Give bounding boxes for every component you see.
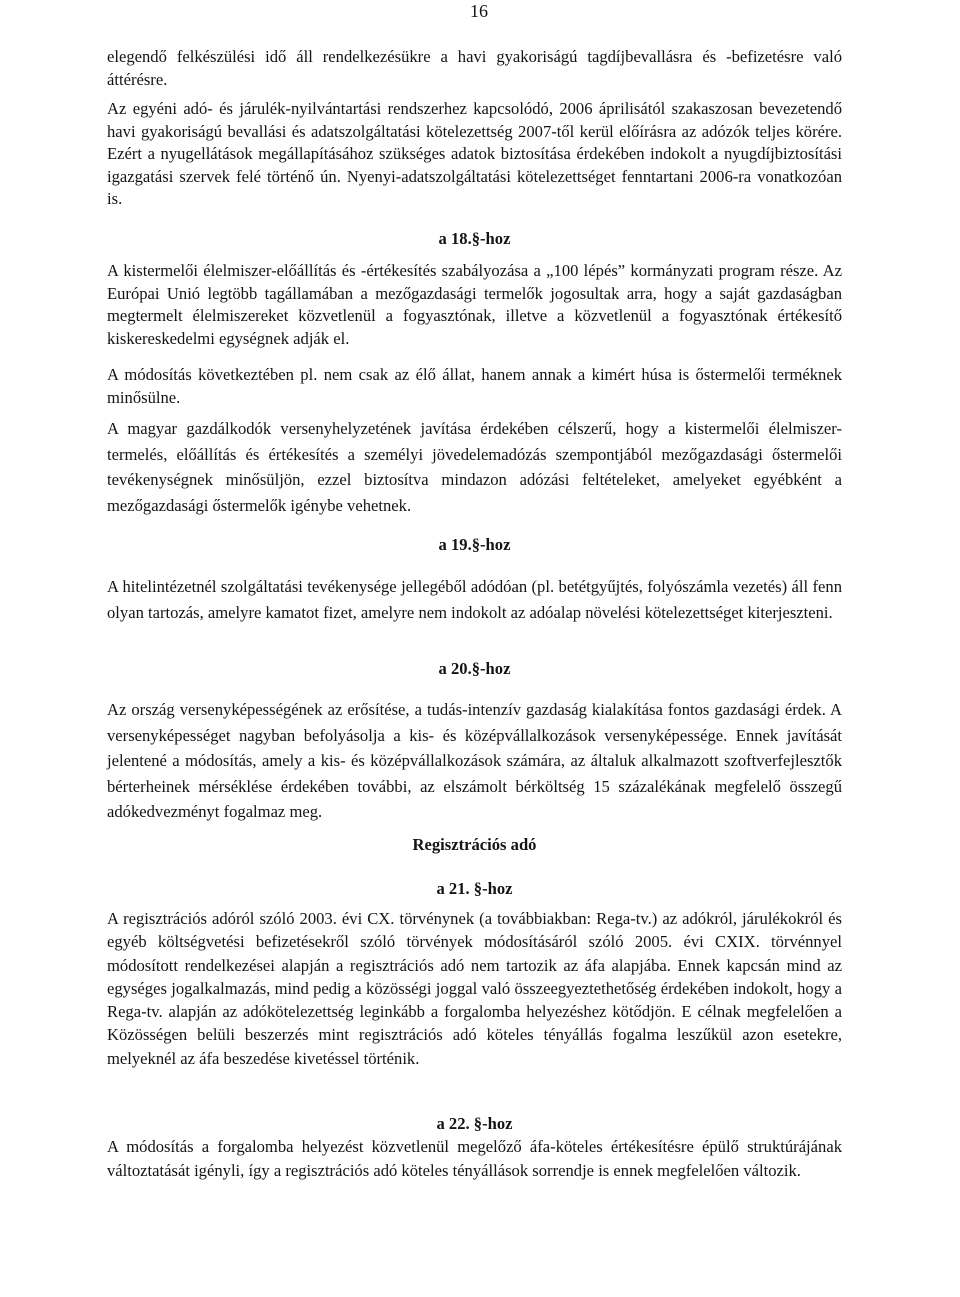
paragraph-gazdalkodok: A magyar gazdálkodók versenyhelyzetének javítása érdekében célszerű, hogy a kistermelői élelmiszer-termelés, előállítás és értékesítés a személyi jövedelemadózás szempontjából mezőgazdasági őstermelői tevékenységnek minősüljön, ezzel biztosítva mindazon adózási feltételeket, amelyeket egyébként a mezőgazdasági őstermelők igénybe vehetnek.: [107, 419, 842, 515]
section-heading-22: a 22. §-hoz: [436, 1114, 513, 1133]
section-heading-21: a 21. §-hoz: [436, 879, 513, 898]
page-number: 16: [470, 1, 488, 21]
paragraph-kistermeloi: A kistermelői élelmiszer-előállítás és -értékesítés szabályozása a „100 lépés” kormányzati program része. Az Európai Unió legtöbb tagállamában a mezőgazdasági termelők jogosultak arra, hogy a saját gazdaságban megtermelt élelmiszereket közvetlenül a fogyasztónak, illetve a közvetlenül a fogyasztónak értékesítő kiskereskedelmi egységnek adják el.: [107, 261, 842, 348]
paragraph-modositas-osterm: A módosítás következtében pl. nem csak az élő állat, hanem annak a kimért húsa is őstermelői terméknek minősülne.: [107, 365, 842, 407]
paragraph-hitelintezet: A hitelintézetnél szolgáltatási tevékenysége jellegéből adódóan (pl. betétgyűjtés, folyószámla vezetés) áll fenn olyan tartozás, amelyre kamatot fizet, amelyre nem indokolt az adóalap növelési kötelezettséget kiterjeszteni.: [107, 577, 842, 622]
paragraph-rega-tv: A regisztrációs adóról szóló 2003. évi CX. törvénynek (a továbbiakban: Rega-tv.) az adókról, járulékokról és egyéb költségvetési befizetésekről szóló törvények módosításáról szóló 2005. évi CXIX. törvénnyel módosított rendelkezései alapján a regisztrációs adó nem tartozik az áfa alapjába. Ennek kapcsán mind az egységes jogalkalmazás, mind pedig a közösségi joggal való összeegyeztethetőség érdekében indokolt, hogy a Rega-tv. alapján az adókötelezettség leginkább a forgalomba helyezéshez kötődjön. E célnak megfelelően a Közösségen belüli beszerzés mint regisztrációs adó köteles tényállás fogalma leszűkül azon esetekre, melyeknél az áfa beszedése kivetéssel történik.: [107, 909, 842, 1068]
paragraph-tagdij: elegendő felkészülési idő áll rendelkezésükre a havi gyakoriságú tagdíjbevallásra és -befizetésre való áttérésre.: [107, 47, 842, 89]
section-heading-18: a 18.§-hoz: [438, 229, 511, 248]
section-heading-20: a 20.§-hoz: [438, 659, 511, 678]
section-heading-19: a 19.§-hoz: [438, 535, 511, 554]
paragraph-nyilvantartas: Az egyéni adó- és járulék-nyilvántartási rendszerhez kapcsolódó, 2006 áprilisától szakaszosan bevezetendő havi gyakoriságú bevallási és adatszolgáltatási kötelezettség 2007-től kerül előírásra az adózók teljes körére. Ezért a nyugellátások megállapításához szükséges adatok biztosítása érdekében indokolt a nyugdíjbiztosítási igazgatási szervek felé történő ún. Nyenyi-adatszolgáltatási kötelezettséget fenntartani 2006-ra vonatkozóan is.: [107, 99, 842, 209]
paragraph-forgalomba-helyezes: A módosítás a forgalomba helyezést közvetlenül megelőző áfa-köteles értékesítésre épülő struktúrájának változtatását igényli, így a regisztrációs adó köteles tényállások sorrendje is ennek megfelelően változik.: [107, 1137, 842, 1181]
paragraph-versenykepesseg: Az ország versenyképességének az erősítése, a tudás-intenzív gazdaság kialakítása fontos gazdasági érdek. A versenyképességet nagyban befolyásolja a kis- és középvállalkozások versenyképessége. Ennek javítását jelentené a módosítás, amely a kis- és középvállalkozások számára, az általuk alkalmazott szoftverfejlesztők bérterheinek mérséklése érdekében további, az elszámolt bérköltség 15 százalékának megfelelő összegű adókedvezményt fogalmaz meg.: [107, 700, 842, 822]
chapter-heading-regisztracios-ado: Regisztrációs adó: [412, 835, 537, 854]
